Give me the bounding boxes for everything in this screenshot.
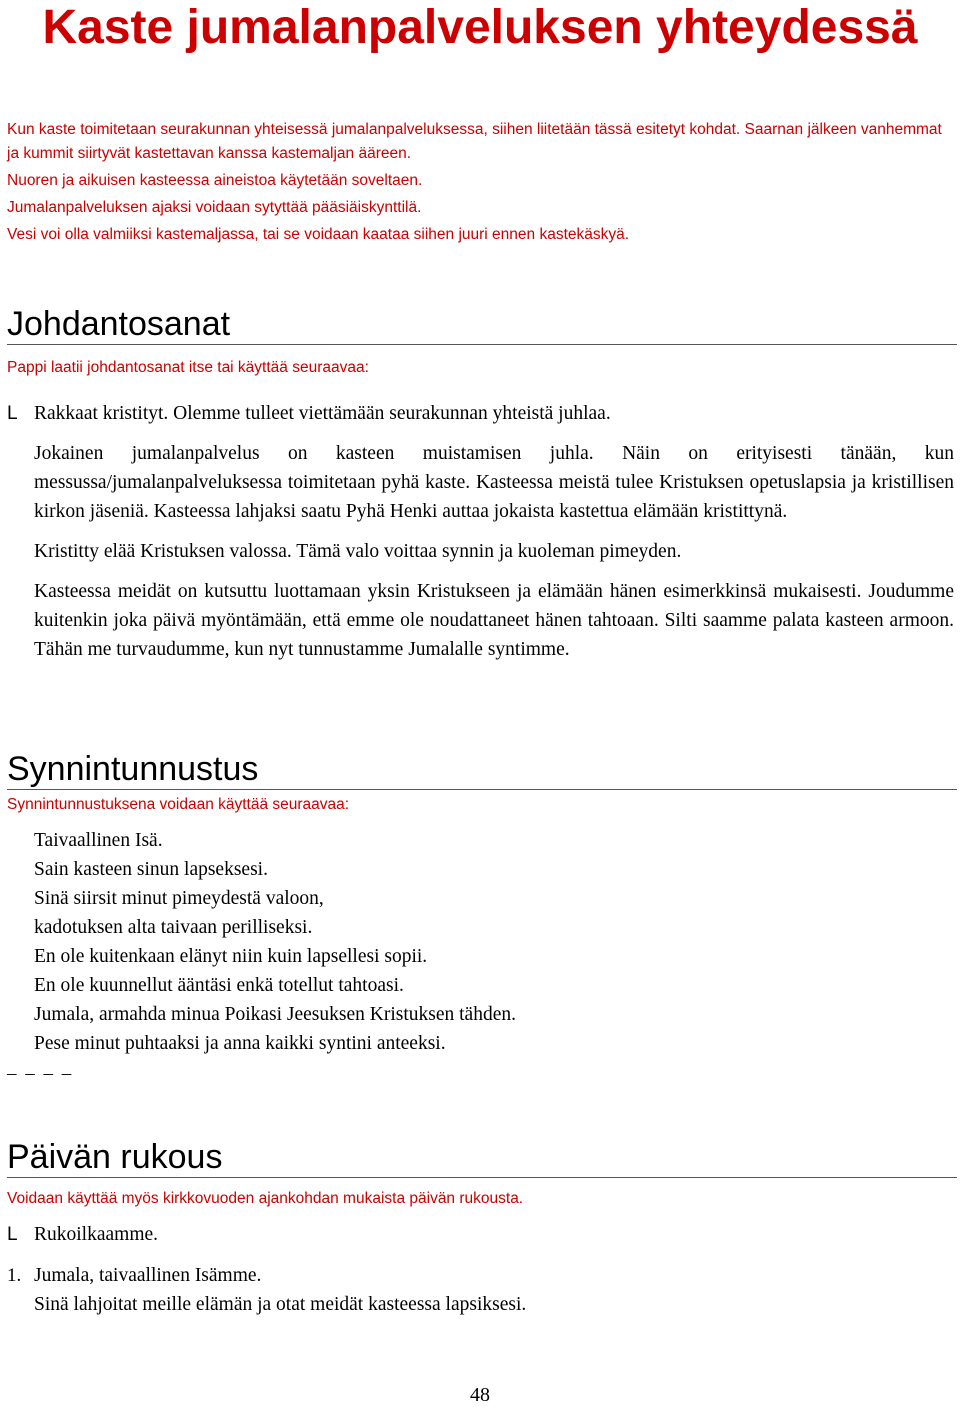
intro-rubric: Kun kaste toimitetaan seurakunnan yhteisessä jumalanpalveluksessa, siihen liitetään tässä esitetyt kohdat. Saarnan jälkeen vanhemmat ja kummit siirtyvät kastettavan kanssa kastemaljan ääreen. — [7, 121, 942, 162]
paragraph: Kristitty elää Kristuksen valossa. Tämä valo voittaa synnin ja kuoleman pimeyden. — [34, 541, 682, 562]
confession-line: kadotuksen alta taivaan perilliseksi. — [34, 917, 313, 938]
section-divider — [7, 344, 957, 345]
paragraph: Jokainen jumalanpalvelus on kasteen muistamisen juhla. Näin on erityisesti tänään, kun messussa/jumalanpalveluksessa toimitetaan pyhä kaste. Kasteessa meistä tulee Kristuksen opetuslapsia ja kristillisen kirkon jäseniä. Kasteessa lahjaksi saatu Pyhä Henki auttaa jokaista kastettua elämään kristittynä. — [34, 443, 954, 522]
paragraph: Rakkaat kristityt. Olemme tulleet viettämään seurakunnan yhteistä juhlaa. — [34, 403, 611, 424]
section-divider — [7, 1177, 957, 1178]
intro-rubric: Nuoren ja aikuisen kasteessa aineistoa käytetään soveltaen. — [7, 172, 423, 189]
confession-line: Taivaallinen Isä. — [34, 830, 163, 851]
section-heading-synnintunnustus: Synnintunnustus — [7, 750, 259, 788]
intro-rubric: Jumalanpalveluksen ajaksi voidaan sytyttää pääsiäiskynttilä. — [7, 199, 422, 216]
paivan-rukous-rubric: Voidaan käyttää myös kirkkovuoden ajankohdan mukaista päivän rukousta. — [7, 1190, 524, 1207]
page-title: Kaste jumalanpalveluksen yhteydessä — [42, 1, 918, 54]
section-heading-paivan-rukous: Päivän rukous — [7, 1138, 223, 1176]
prayer-line: Sinä lahjoitat meille elämän ja otat meidät kasteessa lapsiksesi. — [34, 1294, 527, 1315]
prayer-text — [34, 1261, 954, 1319]
synnintunnustus-rubric: Synnintunnustuksena voidaan käyttää seuraavaa: — [7, 796, 350, 813]
confession-line: Sain kasteen sinun lapseksesi. — [34, 859, 268, 880]
liturgist-marker: L — [7, 1224, 18, 1245]
confession-text — [34, 826, 954, 1058]
liturgist-marker: L — [7, 403, 18, 424]
prayer-line: Jumala, taivaallinen Isämme. — [34, 1265, 262, 1286]
johdantosanat-rubric: Pappi laatii johdantosanat itse tai käyttää seuraavaa: — [7, 359, 369, 376]
intro-rubrics — [7, 118, 953, 247]
intro-rubric: Vesi voi olla valmiiksi kastemaljassa, tai se voidaan kaataa siihen juuri ennen kastekäskyä. — [7, 226, 630, 243]
confession-line: En ole kuunnellut ääntäsi enkä totellut tahtoasi. — [34, 975, 404, 996]
page-number: 48 — [470, 1384, 490, 1406]
section-divider — [7, 789, 957, 790]
prayer-call: Rukoilkaamme. — [34, 1224, 159, 1245]
confession-line: Sinä siirsit minut pimeydestä valoon, — [34, 888, 324, 909]
section-heading-johdantosanat: Johdantosanat — [7, 305, 231, 343]
dash-separator: – – – – — [7, 1063, 74, 1084]
johdantosanat-text — [34, 399, 954, 664]
confession-line: Jumala, armahda minua Poikasi Jeesuksen Kristuksen tähden. — [34, 1004, 516, 1025]
prayer-number: 1. — [7, 1265, 22, 1286]
confession-line: Pese minut puhtaaksi ja anna kaikki syntini anteeksi. — [34, 1033, 446, 1054]
paragraph: Kasteessa meidät on kutsuttu luottamaan yksin Kristukseen ja elämään hänen esimerkkinsä mukaisesti. Joudumme kuitenkin joka päivä myöntämään, että emme ole noudattaneet hänen tahtoaan. Silti saamme palata kasteen armoon. Tähän me turvaudumme, kun nyt tunnustamme Jumalalle syntimme. — [34, 581, 954, 660]
confession-line: En ole kuitenkaan elänyt niin kuin lapsellesi sopii. — [34, 946, 428, 967]
